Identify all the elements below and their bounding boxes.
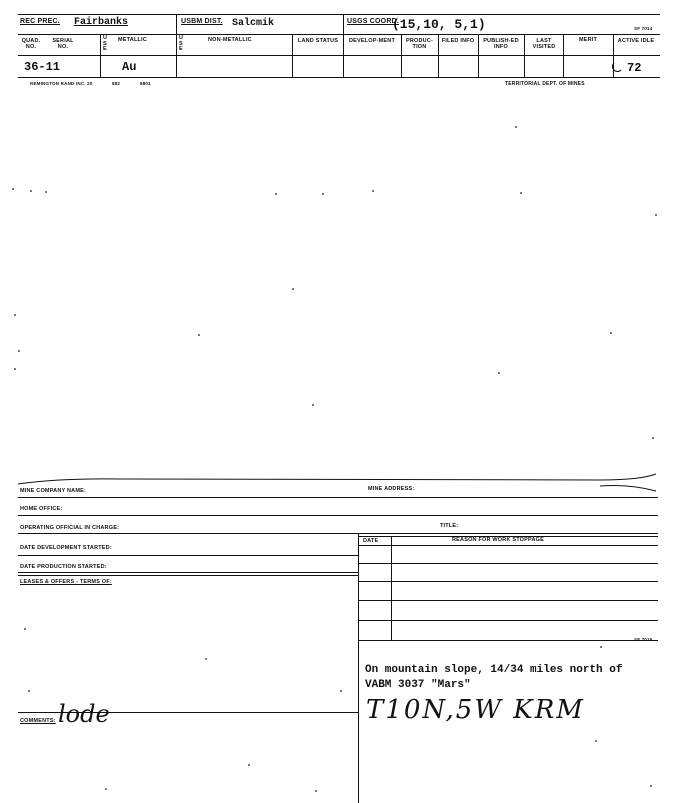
usbm-dist-value: Salcmik — [232, 18, 275, 29]
divider — [438, 34, 439, 77]
reason-col-header: REASON FOR WORK STOPPAGE — [452, 537, 544, 543]
col-filed-info: FILED INFO — [441, 38, 475, 44]
stoppage-row — [358, 581, 658, 582]
operating-official-label: OPERATING OFFICIAL IN CHARGE: — [20, 525, 120, 531]
rule — [18, 572, 358, 573]
remarks-line-2: VABM 3037 "Mars" — [365, 679, 471, 691]
quad-serial-value: 36-11 — [24, 60, 61, 74]
mine-address-label: MINE ADDRESS: — [368, 486, 415, 492]
rule — [18, 533, 658, 534]
title-label: TITLE: — [440, 523, 459, 529]
col-production: PRODUC-TION — [405, 38, 434, 50]
metallic-value: Au — [122, 60, 137, 74]
date-col-header: DATE — [363, 538, 379, 544]
printer-imprint: REMINGTON RAND INC. 20 — [30, 81, 93, 86]
divider — [343, 14, 344, 77]
divider — [100, 34, 101, 77]
date-col-divider — [391, 536, 392, 640]
usbm-dist-label: USBM DIST. — [181, 18, 223, 25]
rule — [18, 575, 358, 576]
col-land-status: LAND STATUS — [297, 38, 339, 44]
handwritten-location-note: T10N,5W KRM — [366, 695, 585, 725]
form-number: SF 7014 — [634, 26, 653, 31]
stoppage-row — [358, 563, 658, 564]
rec-prec-value: Fairbanks — [74, 17, 129, 28]
divider — [563, 34, 564, 77]
print-code-1: 882 — [112, 81, 121, 86]
comments-label: COMMENTS: — [20, 718, 56, 724]
divider — [176, 14, 177, 77]
remarks-line-1: On mountain slope, 14/34 miles north of — [365, 664, 623, 676]
usgs-coord-value: (15,10, 5,1) — [392, 17, 486, 32]
col-use-left: U S E — [103, 35, 108, 52]
col-merit: MERIT — [578, 37, 598, 43]
divider — [524, 34, 525, 77]
rule — [18, 515, 658, 516]
usgs-coord-label: USGS COORD. — [347, 18, 399, 25]
form-number-2: SF 7015 — [634, 637, 653, 642]
circle-mark — [612, 61, 623, 72]
date-production-label: DATE PRODUCTION STARTED: — [20, 564, 107, 570]
rec-prec-label: REC PREC. — [20, 18, 60, 25]
stoppage-row — [358, 640, 658, 641]
date-development-label: DATE DEVELOPMENT STARTED: — [20, 545, 112, 551]
col-quad-no: QUAD. NO. — [21, 38, 41, 50]
rule — [18, 555, 358, 556]
section-divider — [358, 533, 359, 803]
print-code-2: 8801 — [140, 81, 151, 86]
stoppage-row — [358, 545, 658, 546]
top-scan-line — [0, 462, 678, 492]
leases-label: LEASES & OFFERS - TERMS OF: — [20, 579, 112, 585]
comments-handwritten: lode — [58, 700, 110, 728]
col-non-metallic: NON-METALLIC — [208, 37, 252, 43]
stoppage-row — [358, 620, 658, 621]
home-office-label: HOME OFFICE: — [20, 506, 63, 512]
col-serial-no: SERIAL NO. — [52, 38, 74, 50]
col-use-right: U S E — [179, 35, 184, 52]
header-top-rule — [18, 14, 660, 15]
active-idle-value: 72 — [627, 61, 642, 75]
col-development: DEVELOP-MENT — [348, 38, 396, 44]
col-published-info: PUBLISH-ED INFO — [483, 38, 519, 50]
stoppage-row — [358, 600, 658, 601]
col-active-idle: ACTIVE IDLE — [617, 38, 655, 44]
col-last-visited: LAST VISITED — [532, 38, 556, 50]
col-metallic: METALLIC — [118, 37, 147, 43]
mine-company-label: MINE COMPANY NAME: — [20, 488, 87, 494]
department-imprint: TERRITORIAL DEPT. OF MINES — [505, 81, 585, 87]
divider — [292, 34, 293, 77]
header-bottom-rule — [18, 77, 660, 78]
rule — [18, 497, 658, 498]
rule — [18, 712, 358, 713]
